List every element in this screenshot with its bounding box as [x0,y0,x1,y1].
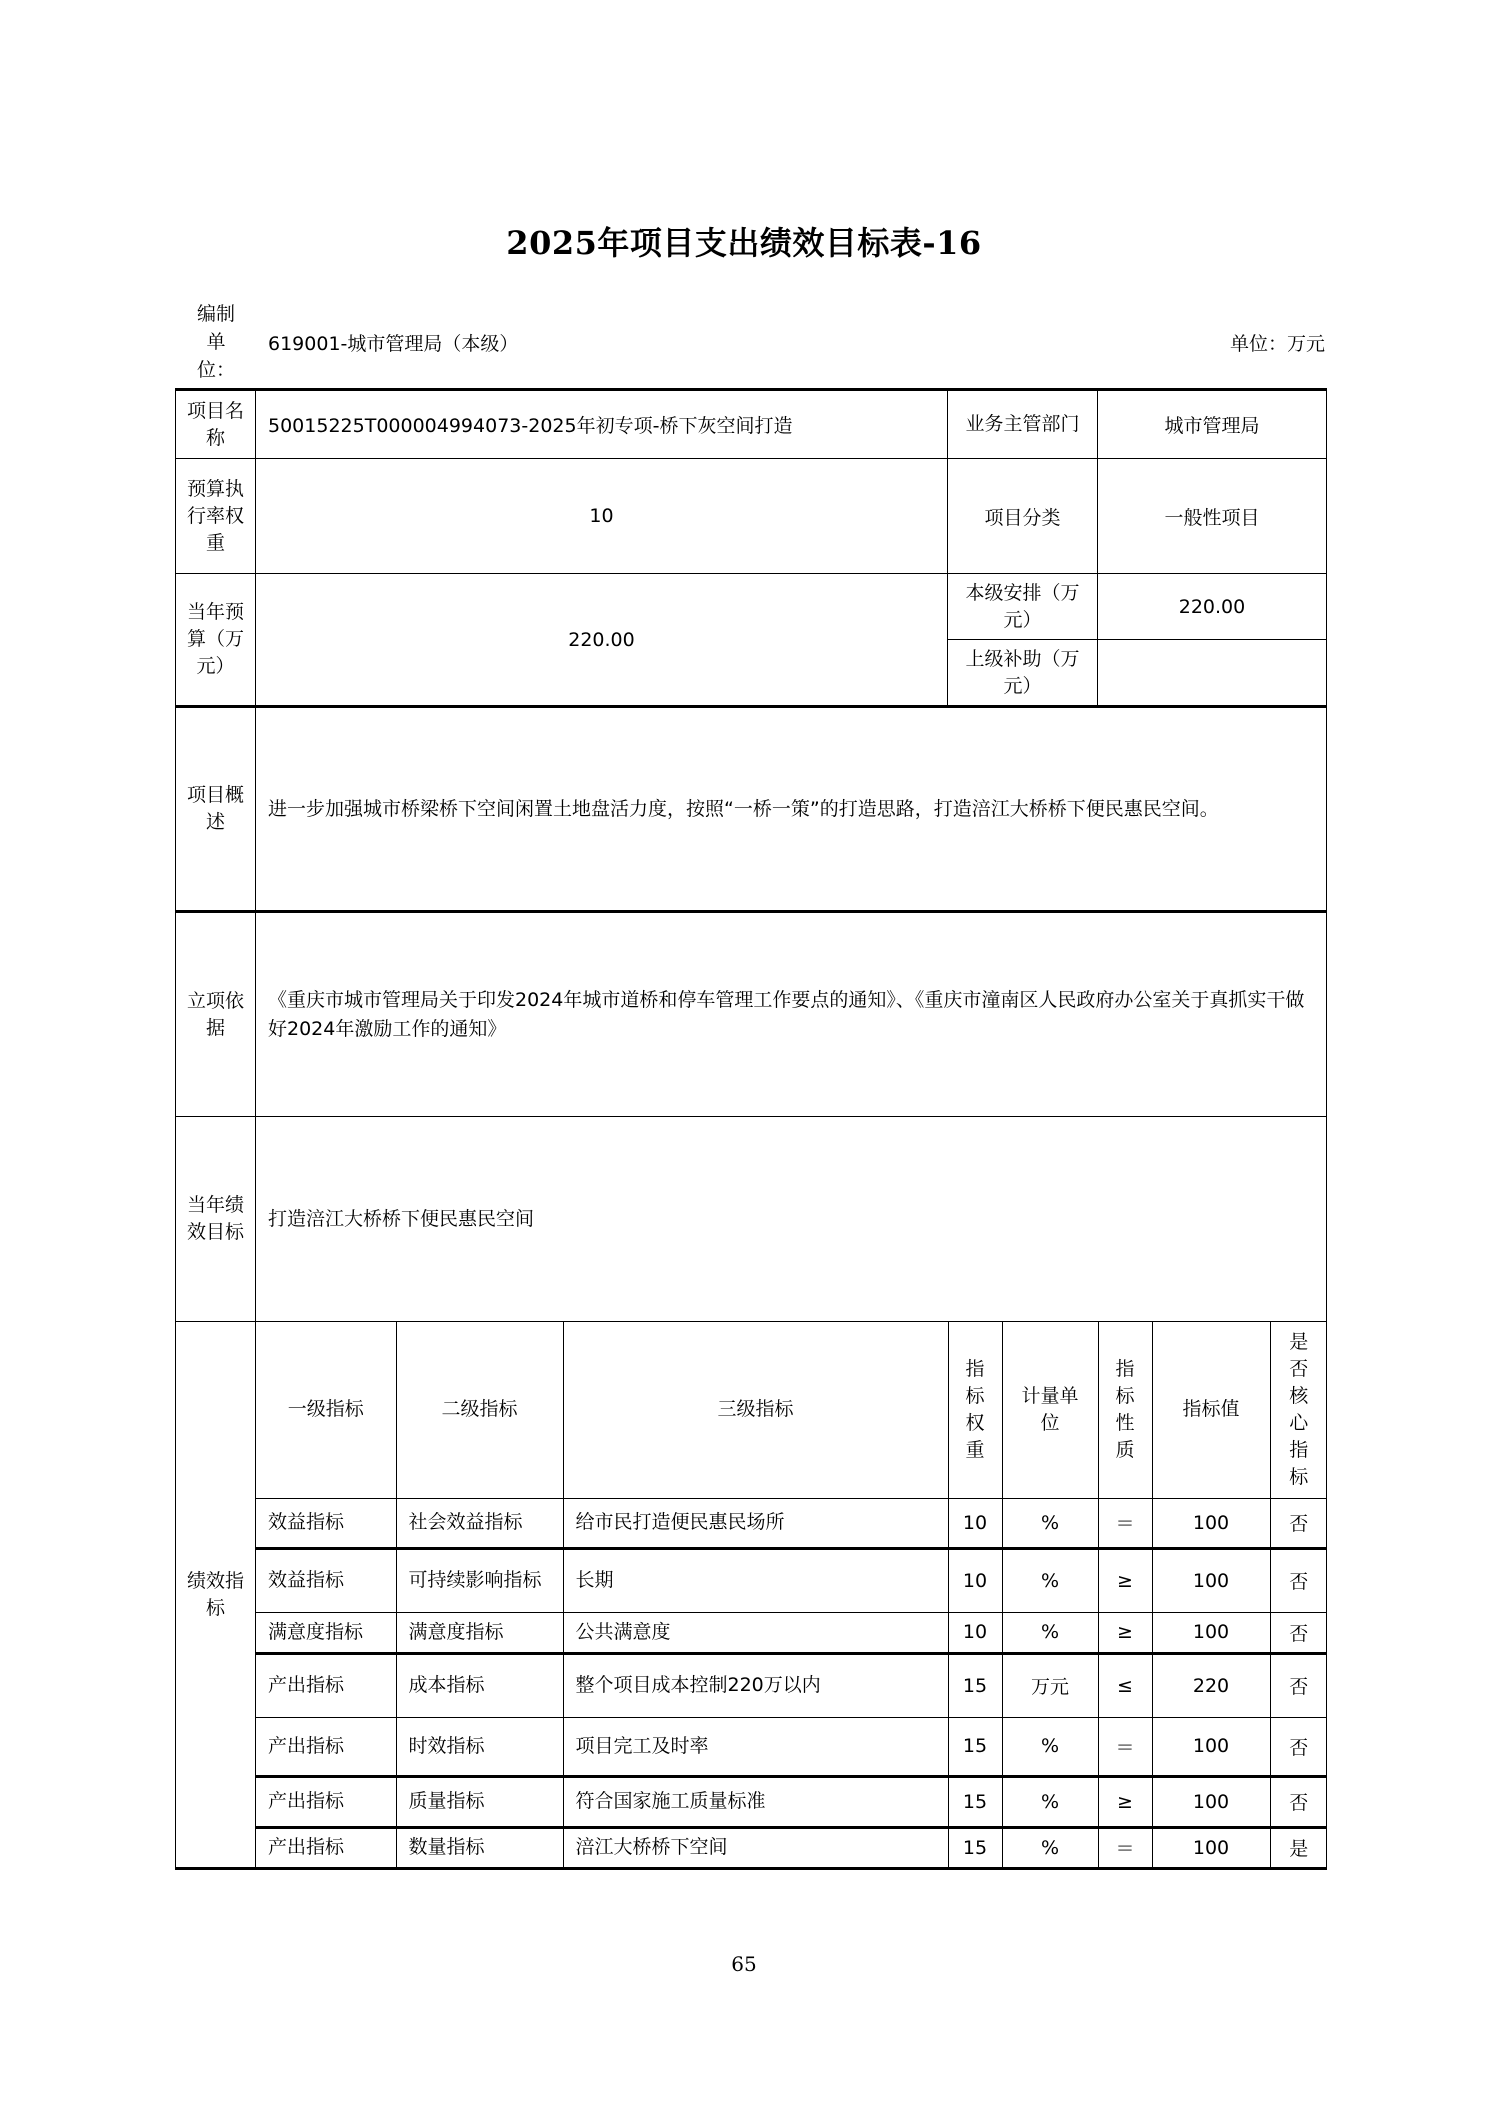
project-name-label: 项目名称 [176,390,256,459]
indicator-row [256,1717,1327,1776]
indicators-cell [256,1322,1327,1869]
weight-cell: 15 [948,1776,1002,1827]
performance-target-table [175,388,1327,1870]
level2-cell: 成本指标 [396,1653,563,1717]
row-indicators [176,1322,1327,1869]
unit-cell: % [1002,1612,1098,1653]
value-cell: 100 [1152,1498,1270,1548]
category-label: 项目分类 [948,459,1098,574]
unit-cell: % [1002,1548,1098,1612]
core-cell: 否 [1270,1498,1327,1548]
weight-cell: 15 [948,1717,1002,1776]
value-cell: 100 [1152,1827,1270,1867]
header-unit: 计量单位 [1002,1322,1098,1498]
level1-cell: 效益指标 [256,1498,396,1548]
level1-cell: 效益指标 [256,1548,396,1612]
core-cell: 否 [1270,1717,1327,1776]
weight-cell: 10 [948,1498,1002,1548]
row-summary [176,707,1327,912]
header-nature: 指标性质 [1098,1322,1152,1498]
level3-cell: 公共满意度 [563,1612,948,1653]
level2-cell: 社会效益指标 [396,1498,563,1548]
weight-cell: 10 [948,1612,1002,1653]
level1-cell: 产出指标 [256,1776,396,1827]
header-level3: 三级指标 [563,1322,948,1498]
value-cell: 100 [1152,1612,1270,1653]
value-cell: 100 [1152,1717,1270,1776]
indicator-row [256,1612,1327,1653]
indicator-row [256,1548,1327,1612]
row-project-name [176,390,1327,459]
level3-cell: 项目完工及时率 [563,1717,948,1776]
weight-cell: 15 [948,1653,1002,1717]
page-title: 2025年项目支出绩效目标表-16 [506,224,982,262]
nature-cell: ≤ [1098,1653,1152,1717]
unit-cell: % [1002,1827,1098,1867]
budget-label: 当年预算（万元） [176,574,256,707]
nature-cell: ≥ [1098,1548,1152,1612]
level3-cell: 整个项目成本控制220万以内 [563,1653,948,1717]
level1-cell: 产出指标 [256,1827,396,1867]
indicators-header-row [256,1322,1327,1498]
indicators-table [256,1322,1327,1867]
weight-cell: 15 [948,1827,1002,1867]
budget-value: 220.00 [256,574,948,707]
value-cell: 100 [1152,1776,1270,1827]
dept-value: 城市管理局 [1098,390,1327,459]
page-number: 65 [731,1952,757,1976]
nature-cell: ＝ [1098,1717,1152,1776]
indicator-row [256,1498,1327,1548]
level2-cell: 时效指标 [396,1717,563,1776]
header-level2: 二级指标 [396,1322,563,1498]
goal-value: 打造涪江大桥桥下便民惠民空间 [256,1117,1327,1322]
summary-label: 项目概述 [176,707,256,912]
local-funding-value: 220.00 [1098,574,1327,640]
indicator-row [256,1653,1327,1717]
nature-cell: ≥ [1098,1612,1152,1653]
core-cell: 否 [1270,1653,1327,1717]
weight-label: 预算执行率权重 [176,459,256,574]
nature-cell: ＝ [1098,1498,1152,1548]
row-goal [176,1117,1327,1322]
core-cell: 是 [1270,1827,1327,1867]
core-cell: 否 [1270,1548,1327,1612]
core-cell: 否 [1270,1776,1327,1827]
row-basis [176,912,1327,1117]
goal-label: 当年绩效目标 [176,1117,256,1322]
level1-cell: 满意度指标 [256,1612,396,1653]
unit-cell: % [1002,1498,1098,1548]
level3-cell: 符合国家施工质量标准 [563,1776,948,1827]
summary-value: 进一步加强城市桥梁桥下空间闲置土地盘活力度，按照“一桥一策”的打造思路，打造涪江大桥桥下便民惠民空间。 [256,707,1327,912]
nature-cell: ≥ [1098,1776,1152,1827]
indicators-label: 绩效指标 [176,1322,256,1869]
value-cell: 220 [1152,1653,1270,1717]
unit-cell: % [1002,1776,1098,1827]
weight-cell: 10 [948,1548,1002,1612]
header-level1: 一级指标 [256,1322,396,1498]
core-cell: 否 [1270,1612,1327,1653]
dept-label: 业务主管部门 [948,390,1098,459]
basis-label: 立项依据 [176,912,256,1117]
level1-cell: 产出指标 [256,1717,396,1776]
compiling-unit-value: 619001-城市管理局（本级） [268,333,519,355]
compiling-unit-label: 编制 单 位： [196,303,235,381]
level3-cell: 长期 [563,1548,948,1612]
project-name-value: 50015225T000004994073-2025年初专项-桥下灰空间打造 [256,390,948,459]
header-weight: 指标权重 [948,1322,1002,1498]
weight-value: 10 [256,459,948,574]
row-budget [176,574,1327,640]
category-value: 一般性项目 [1098,459,1327,574]
level1-cell: 产出指标 [256,1653,396,1717]
level2-cell: 满意度指标 [396,1612,563,1653]
nature-cell: ＝ [1098,1827,1152,1867]
indicator-row [256,1827,1327,1867]
upper-funding-value [1098,640,1327,707]
upper-funding-label: 上级补助（万元） [948,640,1098,707]
level3-cell: 涪江大桥桥下空间 [563,1827,948,1867]
currency-unit: 单位：万元 [1229,333,1325,355]
level3-cell: 给市民打造便民惠民场所 [563,1498,948,1548]
indicator-row [256,1776,1327,1827]
header-value: 指标值 [1152,1322,1270,1498]
value-cell: 100 [1152,1548,1270,1612]
unit-cell: % [1002,1717,1098,1776]
level2-cell: 质量指标 [396,1776,563,1827]
local-funding-label: 本级安排（万元） [948,574,1098,640]
level2-cell: 可持续影响指标 [396,1548,563,1612]
level2-cell: 数量指标 [396,1827,563,1867]
basis-value: 《重庆市城市管理局关于印发2024年城市道桥和停车管理工作要点的通知》、《重庆市潼南区人民政府办公室关于真抓实干做好2024年激励工作的通知》 [256,912,1327,1117]
row-weight [176,459,1327,574]
header-core: 是否核心指标 [1270,1322,1327,1498]
unit-cell: 万元 [1002,1653,1098,1717]
